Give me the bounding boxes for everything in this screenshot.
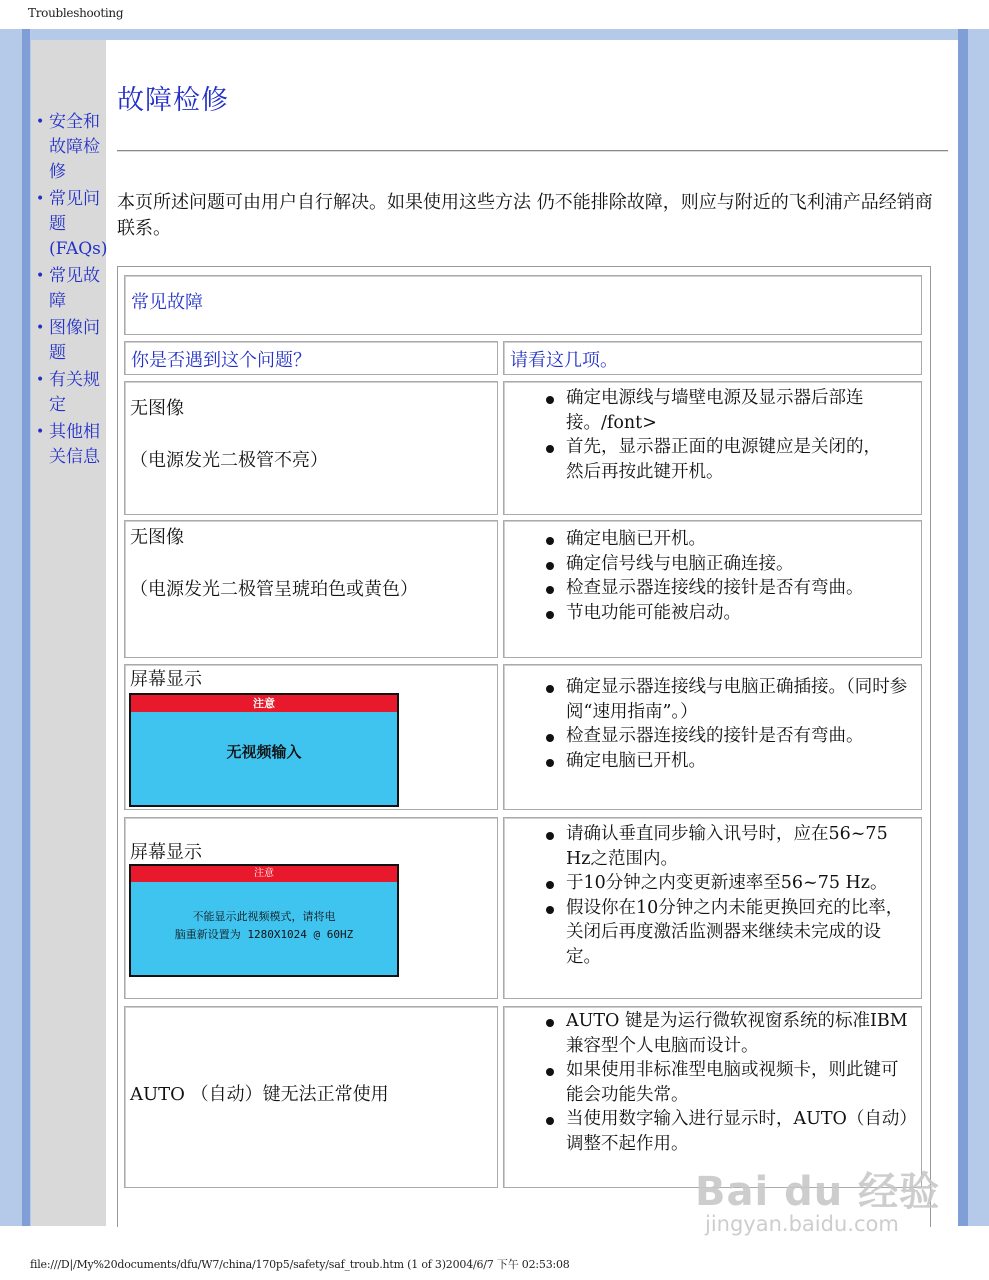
watermark-brand: Bai du 经验	[695, 1169, 941, 1215]
column-header-problem-label: 你是否遇到这个问题？	[131, 350, 311, 371]
osd-header: 注意	[131, 695, 397, 712]
table-row-problem	[124, 381, 498, 515]
problem-label: AUTO （自动）键无法正常使用	[130, 1084, 389, 1105]
bullet-icon: •	[36, 268, 45, 284]
list-item: 假设你在10分钟之内未能更换回充的比率，关闭后再度激活监测器来继续未完成的设定。	[542, 896, 912, 970]
list-item: 确定电脑已开机。	[542, 527, 912, 552]
section-title: 常见故障	[131, 292, 203, 313]
osd-message-line2: 脑重新设置为 1280X1024 @ 60HZ	[174, 928, 354, 941]
table-row-problem	[124, 1006, 498, 1188]
list-item: 确定电脑已开机。	[542, 749, 912, 774]
column-header-check	[503, 341, 922, 375]
frame-right-band	[958, 29, 968, 1226]
problem-detail: （电源发光二极管不亮）	[130, 450, 328, 471]
bullet-icon: •	[36, 191, 45, 207]
sidebar-item-label[interactable]: 常见问题(FAQs)	[49, 189, 108, 259]
osd-header: 注意	[131, 866, 397, 882]
sidebar-item-common-problems[interactable]	[33, 264, 107, 314]
table-row-problem	[124, 520, 498, 658]
page-title: 故障检修	[117, 85, 229, 116]
sidebar-item-label[interactable]: 有关规定	[49, 370, 100, 415]
problem-label: 无图像	[130, 398, 184, 419]
list-item: 确定信号线与电脑正确连接。	[542, 552, 912, 577]
column-header-check-label: 请看这几项。	[510, 350, 618, 371]
list-item: 当使用数字输入进行显示时，AUTO（自动）调整不起作用。	[542, 1107, 912, 1156]
bullet-icon: •	[36, 114, 45, 130]
bullet-icon: •	[36, 424, 45, 440]
frame-left-band	[22, 29, 30, 1226]
sidebar-item-safety[interactable]	[33, 110, 107, 185]
sidebar-item-other-info[interactable]	[33, 420, 107, 470]
table-row-checks	[503, 381, 922, 515]
baidu-watermark	[695, 1160, 941, 1236]
check-list	[542, 822, 912, 969]
check-list	[542, 1009, 912, 1156]
problem-label: 无图像	[130, 527, 184, 548]
column-header-problem	[124, 341, 498, 375]
bullet-icon: •	[36, 320, 45, 336]
list-item: 请确认垂直同步输入讯号时，应在56~75 Hz之范围内。	[542, 822, 912, 871]
check-list	[542, 675, 912, 773]
sidebar-item-faqs[interactable]	[33, 187, 107, 262]
list-item: 如果使用非标准型电脑或视频卡，则此键可能会功能失常。	[542, 1058, 912, 1107]
osd-mode-warning-screenshot	[129, 864, 399, 977]
table-row-problem	[124, 664, 498, 810]
list-item: 节电功能可能被启动。	[542, 601, 912, 626]
intro-paragraph: 本页所述问题可由用户自行解决。如果使用这些方法 仍不能排除故障，则应与附近的飞利浦产品经销商联系。	[117, 192, 933, 239]
problem-detail: （电源发光二极管呈琥珀色或黄色）	[130, 579, 418, 600]
list-item: 检查显示器连接线的接针是否有弯曲。	[542, 724, 912, 749]
troubleshooting-table	[117, 266, 931, 1227]
sidebar-item-regulations[interactable]	[33, 368, 107, 418]
list-item: 检查显示器连接线的接针是否有弯曲。	[542, 576, 912, 601]
table-row-checks	[503, 520, 922, 658]
list-item: AUTO 键是为运行微软视窗系统的标准IBM兼容型个人电脑而设计。	[542, 1009, 912, 1058]
sidebar-item-image-problems[interactable]	[33, 316, 107, 366]
print-header: Troubleshooting	[28, 6, 124, 20]
osd-no-video-screenshot	[129, 693, 399, 807]
table-row-checks	[503, 664, 922, 810]
list-item: 于10分钟之内变更新速率至56~75 Hz。	[542, 871, 912, 896]
problem-label: 屏幕显示	[130, 669, 202, 690]
osd-message-line1: 不能显示此视频模式，请将电	[192, 910, 336, 923]
title-divider	[117, 150, 948, 152]
table-row-problem	[124, 817, 498, 999]
sidebar-nav	[33, 110, 107, 472]
check-list	[542, 386, 897, 484]
osd-message: 无视频输入	[226, 743, 302, 761]
sidebar-item-label[interactable]: 图像问题	[49, 318, 100, 363]
bullet-icon: •	[36, 372, 45, 388]
check-list	[542, 527, 912, 625]
print-footer: file:///D|/My%20documents/dfu/W7/china/170p5/safety/saf_troub.htm (1 of 3)2004/6/7 下午 02:53:08	[30, 1258, 570, 1271]
sidebar-item-label[interactable]: 其他相关信息	[49, 422, 100, 467]
problem-label: 屏幕显示	[130, 842, 202, 863]
list-item: 确定显示器连接线与电脑正确插接。（同时参阅“速用指南”。）	[542, 675, 912, 724]
table-row-checks	[503, 817, 922, 999]
sidebar-item-label[interactable]: 安全和故障检修	[49, 112, 100, 182]
sidebar-item-label[interactable]: 常见故障	[49, 266, 100, 311]
list-item: 首先，显示器正面的电源键应是关闭的，然后再按此键开机。	[542, 435, 897, 484]
table-section-header	[124, 275, 922, 335]
list-item: 确定电源线与墙壁电源及显示器后部连接。/font>	[542, 386, 897, 435]
watermark-url: jingyan.baidu.com	[705, 1212, 899, 1236]
